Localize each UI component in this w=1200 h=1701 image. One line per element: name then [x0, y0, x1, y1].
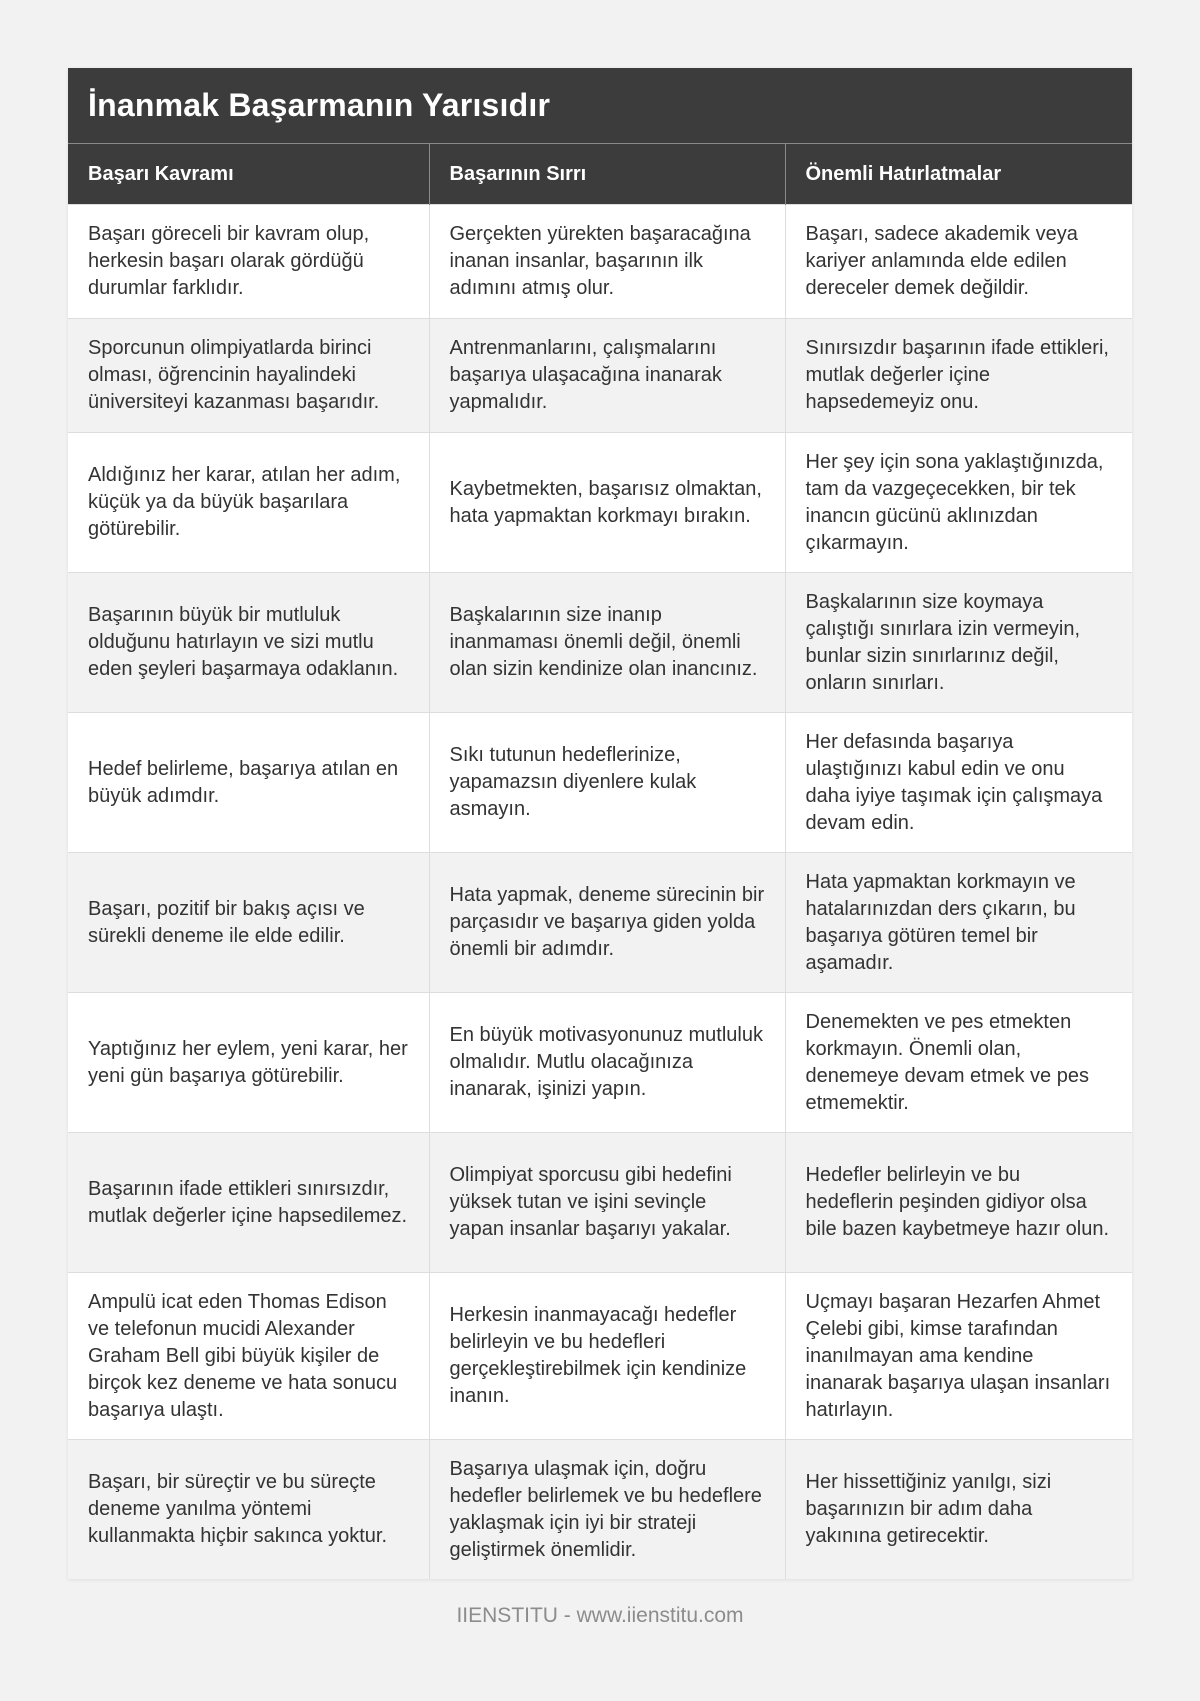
- footer-credit: IIENSTITU - www.iienstitu.com: [456, 1604, 744, 1627]
- table-cell: Hedef belirleme, başarıya atılan en büyük adımdır.: [68, 713, 429, 853]
- table-cell: En büyük motivasyonunuz mutluluk olmalıdır. Mutlu olacağınıza inanarak, işinizi yapın.: [429, 993, 785, 1133]
- table-row: [68, 319, 1132, 433]
- table-cell: Gerçekten yürekten başaracağına inanan insanlar, başarının ilk adımını atmış olur.: [429, 205, 785, 319]
- table-cell: Aldığınız her karar, atılan her adım, küçük ya da büyük başarılara götürebilir.: [68, 433, 429, 573]
- table-cell: Denemekten ve pes etmekten korkmayın. Önemli olan, denemeye devam etmek ve pes etmemektir.: [785, 993, 1132, 1133]
- table-row: [68, 853, 1132, 993]
- content-card: [68, 68, 1132, 1579]
- table-cell: Başarı göreceli bir kavram olup, herkesin başarı olarak gördüğü durumlar farklıdır.: [68, 205, 429, 319]
- table-cell: Olimpiyat sporcusu gibi hedefini yüksek tutan ve işini sevinçle yapan insanlar başarıyı yakalar.: [429, 1133, 785, 1273]
- column-header: Başarı Kavramı: [68, 144, 429, 205]
- table-cell: Başkalarının size koymaya çalıştığı sınırlara izin vermeyin, bunlar sizin sınırlarınız değil, onların sınırları.: [785, 573, 1132, 713]
- table-row: [68, 713, 1132, 853]
- table-cell: Başarıya ulaşmak için, doğru hedefler belirlemek ve bu hedeflere yaklaşmak için iyi bir strateji geliştirmek önemlidir.: [429, 1440, 785, 1580]
- table-row: [68, 1440, 1132, 1580]
- table-cell: Başarı, pozitif bir bakış açısı ve sürekli deneme ile elde edilir.: [68, 853, 429, 993]
- table-cell: Başarının büyük bir mutluluk olduğunu hatırlayın ve sizi mutlu eden şeyleri başarmaya odaklanın.: [68, 573, 429, 713]
- table-header-row: [68, 144, 1132, 205]
- table-cell: Sıkı tutunun hedeflerinize, yapamazsın diyenlere kulak asmayın.: [429, 713, 785, 853]
- table-cell: Başarının ifade ettikleri sınırsızdır, mutlak değerler içine hapsedilemez.: [68, 1133, 429, 1273]
- table-cell: Antrenmanlarını, çalışmalarını başarıya ulaşacağına inanarak yapmalıdır.: [429, 319, 785, 433]
- table-cell: Başarı, sadece akademik veya kariyer anlamında elde edilen dereceler demek değildir.: [785, 205, 1132, 319]
- table-cell: Sınırsızdır başarının ifade ettikleri, mutlak değerler içine hapsedemeyiz onu.: [785, 319, 1132, 433]
- table-cell: Kaybetmekten, başarısız olmaktan, hata yapmaktan korkmayı bırakın.: [429, 433, 785, 573]
- table-cell: Her hissettiğiniz yanılgı, sizi başarınızın bir adım daha yakınına getirecektir.: [785, 1440, 1132, 1580]
- table-row: [68, 205, 1132, 319]
- table-row: [68, 573, 1132, 713]
- table-cell: Başarı, bir süreçtir ve bu süreçte deneme yanılma yöntemi kullanmakta hiçbir sakınca yoktur.: [68, 1440, 429, 1580]
- table-cell: Hata yapmak, deneme sürecinin bir parçasıdır ve başarıya giden yolda önemli bir adımdır.: [429, 853, 785, 993]
- title-bar: [68, 68, 1132, 143]
- table-cell: Sporcunun olimpiyatlarda birinci olması, öğrencinin hayalindeki üniversiteyi kazanması başarıdır.: [68, 319, 429, 433]
- table-cell: Hata yapmaktan korkmayın ve hatalarınızdan ders çıkarın, bu başarıya götüren temel bir aşamadır.: [785, 853, 1132, 993]
- table-cell: Her defasında başarıya ulaştığınızı kabul edin ve onu daha iyiye taşımak için çalışmaya devam edin.: [785, 713, 1132, 853]
- table-cell: Ampulü icat eden Thomas Edison ve telefonun mucidi Alexander Graham Bell gibi büyük kişiler de birçok kez deneme ve hata sonucu başarıya ulaştı.: [68, 1273, 429, 1440]
- table-cell: Yaptığınız her eylem, yeni karar, her yeni gün başarıya götürebilir.: [68, 993, 429, 1133]
- table-row: [68, 433, 1132, 573]
- table-cell: Her şey için sona yaklaştığınızda, tam da vazgeçecekken, bir tek inancın gücünü aklınızdan çıkarmayın.: [785, 433, 1132, 573]
- column-header: Başarının Sırrı: [429, 144, 785, 205]
- table-row: [68, 1133, 1132, 1273]
- page-title: İnanmak Başarmanın Yarısıdır: [88, 87, 551, 123]
- table-cell: Herkesin inanmayacağı hedefler belirleyin ve bu hedefleri gerçekleştirebilmek için kendinize inanın.: [429, 1273, 785, 1440]
- quotes-table: [68, 143, 1132, 1579]
- table-cell: Başkalarının size inanıp inanmaması önemli değil, önemli olan sizin kendinize olan inancınız.: [429, 573, 785, 713]
- table-row: [68, 993, 1132, 1133]
- table-cell: Uçmayı başaran Hezarfen Ahmet Çelebi gibi, kimse tarafından inanılmayan ama kendine inanarak başarıya ulaşan insanları hatırlayın.: [785, 1273, 1132, 1440]
- table-row: [68, 1273, 1132, 1440]
- column-header: Önemli Hatırlatmalar: [785, 144, 1132, 205]
- table-cell: Hedefler belirleyin ve bu hedeflerin peşinden gidiyor olsa bile bazen kaybetmeye hazır olun.: [785, 1133, 1132, 1273]
